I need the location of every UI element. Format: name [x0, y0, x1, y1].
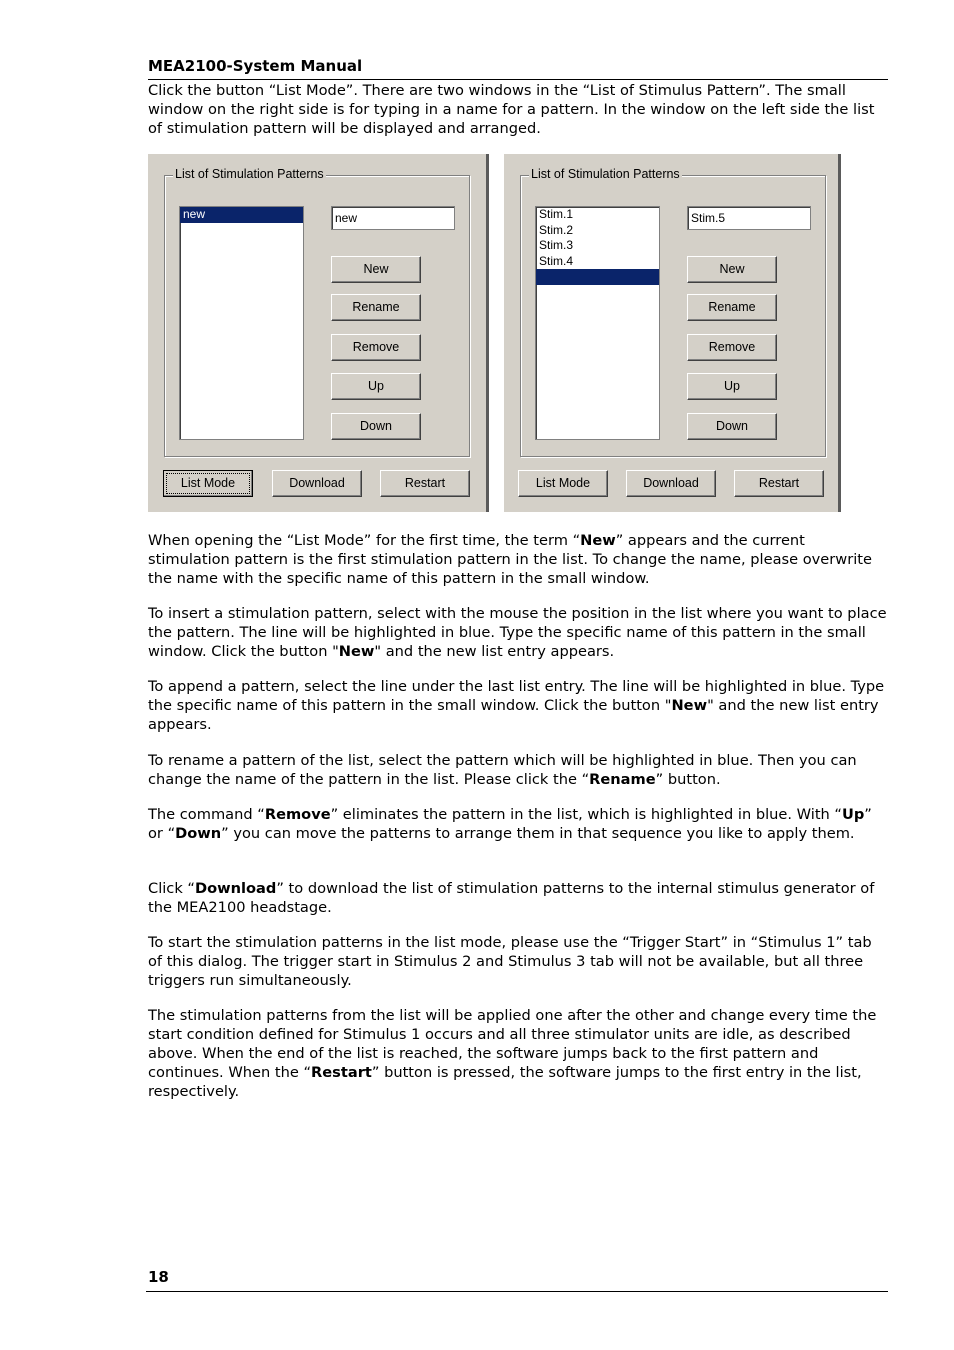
new-button[interactable]: New: [687, 256, 777, 283]
bold-term: New: [671, 697, 708, 714]
group-label: List of Stimulation Patterns: [175, 167, 324, 181]
up-button[interactable]: Up: [687, 373, 777, 400]
bold-term: Down: [175, 825, 222, 842]
footer-rule: [146, 1291, 888, 1292]
download-button[interactable]: Download: [626, 470, 716, 497]
up-button[interactable]: Up: [331, 373, 421, 400]
page-number: 18: [148, 1268, 169, 1286]
body-paragraph: When opening the “List Mode” for the first time, the term “New” appears and the current stimulation pattern is the first stimulation pattern in the list. To change the name, please overwrite the name with the specific name of this pattern in the small window.: [148, 532, 872, 587]
rename-button[interactable]: Rename: [331, 294, 421, 321]
body-paragraph: To append a pattern, select the line under the last list entry. The line will be highlighted in blue. Type the specific name of this pattern in the small window. Click the button "New" and the new list entry appears.: [148, 678, 885, 733]
body-paragraph: The stimulation patterns from the list will be applied one after the other and change every time the start condition defined for Stimulus 1 occurs and all three stimulator units are idle, as described above. When the end of the list is reached, the software jumps back to the first pattern and continues. When the “Restart” button is pressed, the software jumps to the first entry in the list, respectively.: [148, 1007, 877, 1100]
bold-term: New: [338, 643, 375, 660]
new-button[interactable]: New: [331, 256, 421, 283]
body-paragraph: To rename a pattern of the list, select the pattern which will be highlighted in blue. Then you can change the name of the pattern in the list. Please click the “Rename” button.: [148, 752, 857, 788]
remove-button[interactable]: Remove: [687, 334, 777, 361]
stimulation-patterns-group: [520, 167, 826, 457]
download-button[interactable]: Download: [272, 470, 362, 497]
bold-term: Download: [194, 880, 277, 897]
header-rule: [148, 79, 888, 80]
list-item[interactable]: Stim.1: [539, 207, 574, 221]
list-mode-button[interactable]: List Mode: [518, 470, 608, 497]
down-button[interactable]: Down: [331, 413, 421, 440]
list-item[interactable]: new: [180, 207, 303, 223]
restart-button[interactable]: Restart: [734, 470, 824, 497]
bold-term: Up: [842, 806, 865, 823]
down-button[interactable]: Down: [687, 413, 777, 440]
intro-paragraph: Click the button “List Mode”. There are two windows in the “List of Stimulus Pattern”. The small window on the right side is for typing in a name for a pattern. In the window on the left side the list of stimulation pattern will be displayed and arranged.: [148, 82, 875, 137]
remove-button[interactable]: Remove: [331, 334, 421, 361]
body-paragraph: Click “Download” to download the list of stimulation patterns to the internal stimulus generator of the MEA2100 headstage.: [148, 880, 875, 916]
body-paragraph: To insert a stimulation pattern, select with the mouse the position in the list where you want to place the pattern. The line will be highlighted in blue. Type the specific name of this pattern in the small window. Click the button "New" and the new list entry appears.: [148, 605, 887, 660]
list-mode-button[interactable]: List Mode: [163, 470, 253, 497]
list-item[interactable]: Stim.3: [539, 238, 574, 252]
restart-button[interactable]: Restart: [380, 470, 470, 497]
dialog-screenshot-1: [148, 154, 489, 512]
list-item[interactable]: Stim.4: [539, 253, 574, 268]
bold-term: Remove: [264, 806, 331, 823]
stimulation-patterns-group: [164, 167, 470, 457]
pattern-name-input[interactable]: new: [331, 206, 455, 230]
page-header-title: MEA2100-System Manual: [148, 57, 363, 75]
dialog-screenshot-2: [504, 154, 841, 512]
group-label: List of Stimulation Patterns: [531, 167, 680, 181]
bold-term: Restart: [311, 1064, 372, 1081]
list-item[interactable]: [536, 269, 659, 285]
bold-term: Rename: [589, 771, 656, 788]
pattern-listbox[interactable]: [535, 206, 660, 440]
list-item[interactable]: Stim.2: [539, 222, 574, 237]
bold-term: New: [580, 532, 616, 549]
rename-button[interactable]: Rename: [687, 294, 777, 321]
body-paragraph: To start the stimulation patterns in the list mode, please use the “Trigger Start” in “Stimulus 1” tab of this dialog. The trigger start in Stimulus 2 and Stimulus 3 tab will not be available, but all three triggers run simultaneously.: [148, 934, 872, 989]
body-paragraph: The command “Remove” eliminates the pattern in the list, which is highlighted in blue. With “Up” or “Down” you can move the patterns to arrange them in that sequence you like to apply them.: [148, 806, 872, 842]
pattern-name-input[interactable]: Stim.5: [687, 206, 811, 230]
pattern-listbox[interactable]: [179, 206, 304, 440]
